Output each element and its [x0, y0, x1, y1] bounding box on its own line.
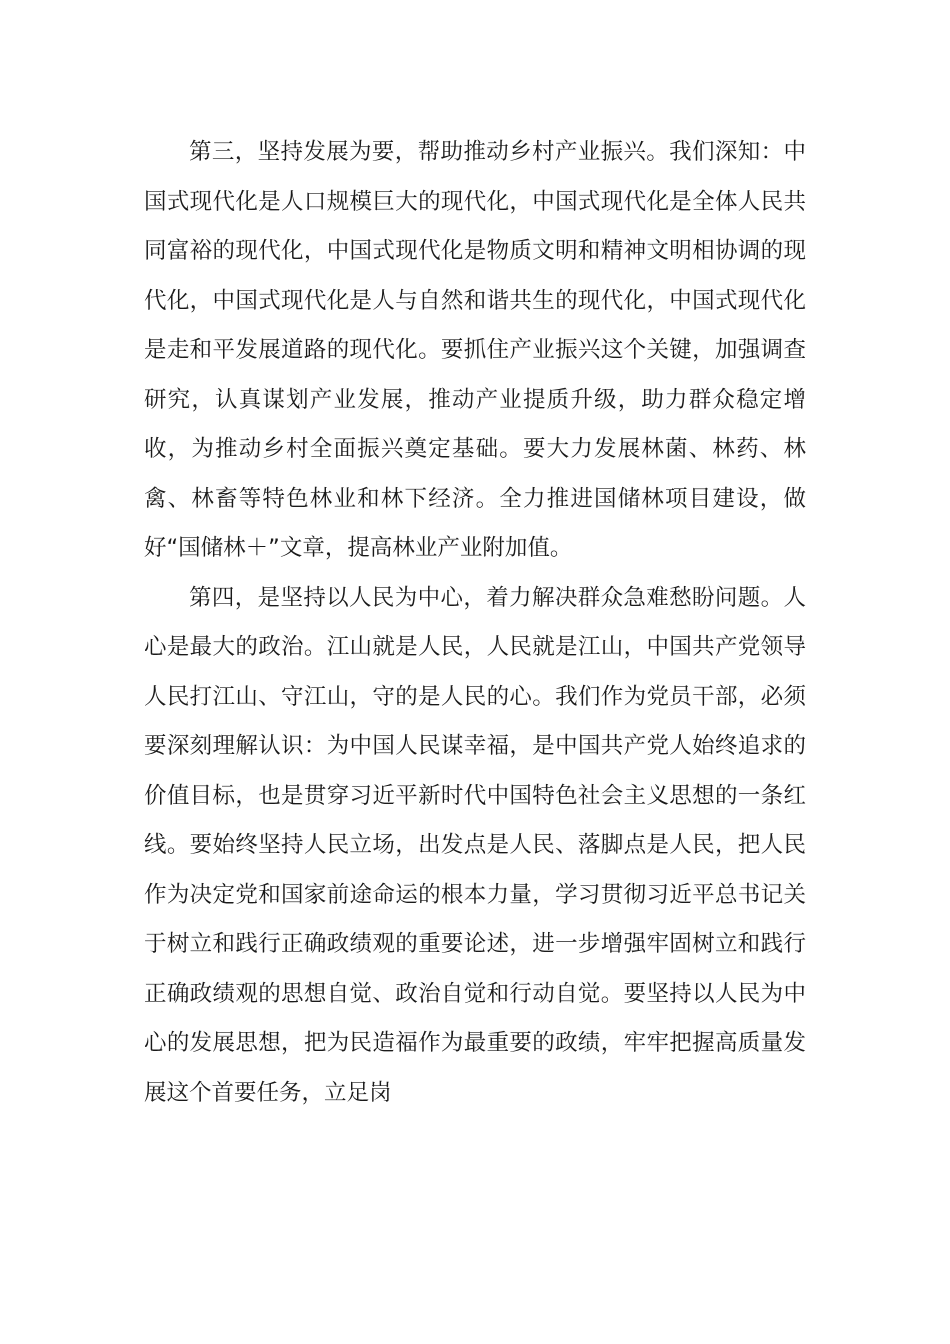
- paragraph-third: 第三，坚持发展为要，帮助推动乡村产业振兴。我们深知：中国式现代化是人口规模巨大的现代化，中国式现代化是全体人民共同富裕的现代化，中国式现代化是物质文明和精神文明相协调的现代化，中国式现代化是人与自然和谐共生的现代化，中国式现代化是走和平发展道路的现代化。要抓住产业振兴这个关键，加强调查研究，认真谋划产业发展，推动产业提质升级，助力群众稳定增收，为推动乡村全面振兴奠定基础。要大力发展林菌、林药、林禽、林畜等特色林业和林下经济。全力推进国储林项目建设，做好“国储林＋”文章，提高林业产业附加值。: [144, 139, 806, 561]
- paragraph-fourth: 第四，是坚持以人民为中心，着力解决群众急难愁盼问题。人心是最大的政治。江山就是人民，人民就是江山，中国共产党领导人民打江山、守江山，守的是人民的心。我们作为党员干部，必须要深刻理解认识：为中国人民谋幸福，是中国共产党人始终追求的价值目标，也是贯穿习近平新时代中国特色社会主义思想的一条红线。要始终坚持人民立场，出发点是人民、落脚点是人民，把人民作为决定党和国家前途命运的根本力量，学习贯彻习近平总书记关于树立和践行正确政绩观的重要论述，进一步增强牢固树立和践行正确政绩观的思想自觉、政治自觉和行动自觉。要坚持以人民为中心的发展思想，把为民造福作为最重要的政绩，牢牢把握高质量发展这个首要任务，立足岗: [144, 584, 806, 1106]
- document-body: [144, 128, 806, 1118]
